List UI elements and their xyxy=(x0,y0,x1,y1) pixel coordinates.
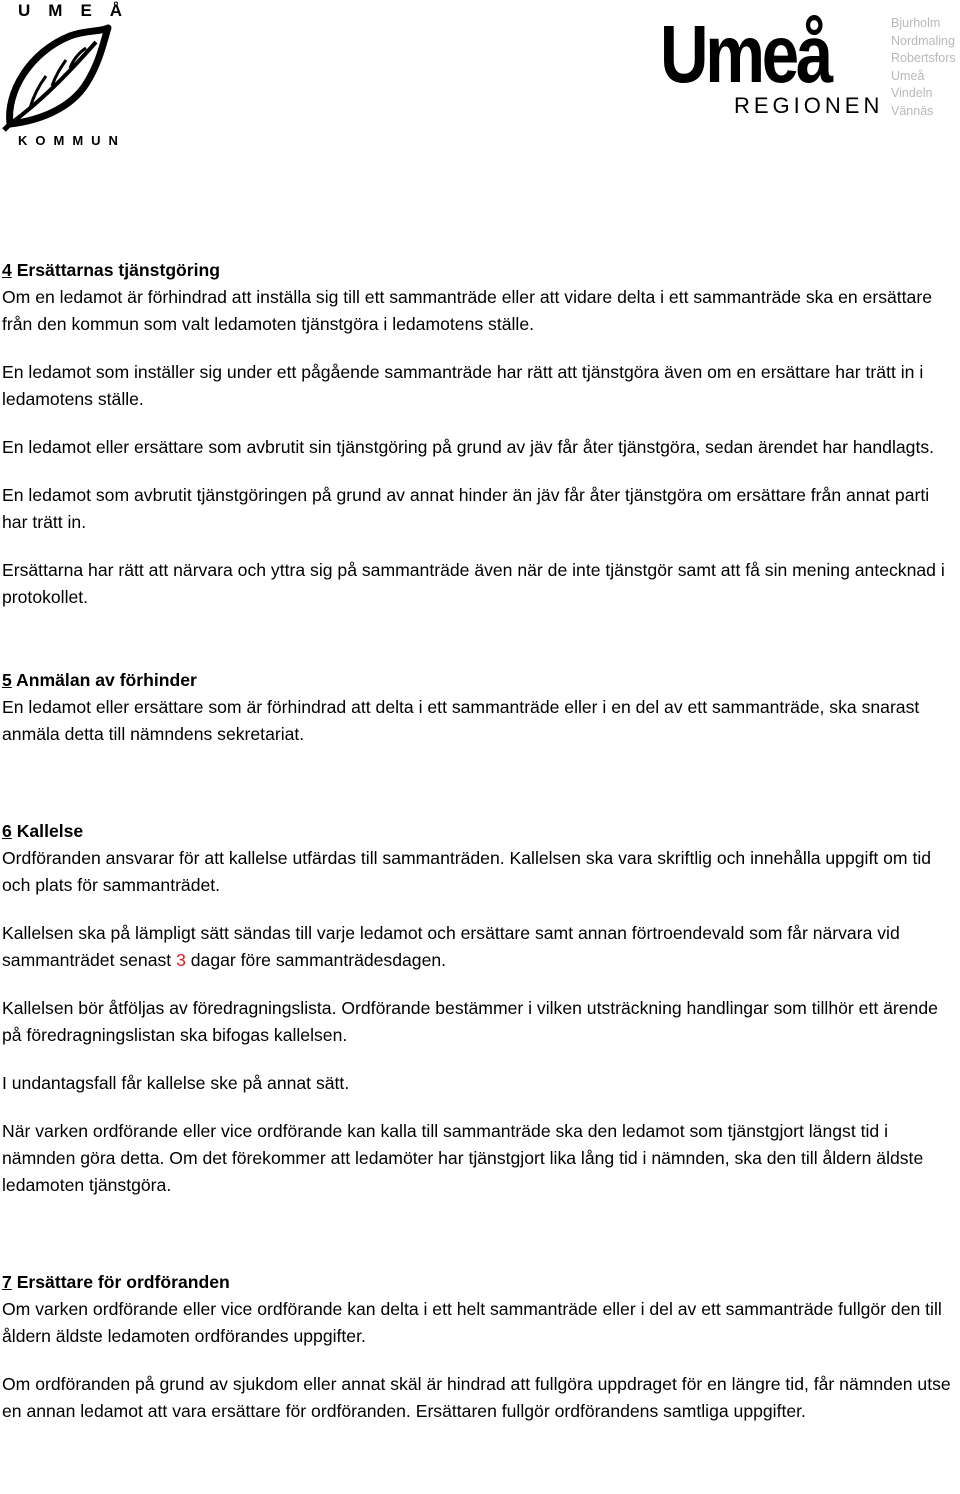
municipality-item: Vindeln xyxy=(891,86,933,101)
paragraph-text: Kallelsen ska på lämpligt sätt sändas till varje ledamot och ersättare samt annan förtroendevald som får närvara vid sammanträdet senast xyxy=(2,923,900,970)
umearegionen-logo xyxy=(660,0,960,130)
section-anmalan-av-forhinder xyxy=(2,667,958,748)
section-ersattare-for-ordforanden xyxy=(2,1269,958,1425)
logo-top-text: UMEÅ xyxy=(18,1,141,20)
paragraph: Om en ledamot är förhindrad att inställa sig till ett sammanträde eller att vidare delta i ett sammanträde ska en ersättare från den kommun som valt ledamoten tjänstgöra i ledamotens ställe. xyxy=(2,287,932,334)
section-title: Ersättare för ordföranden xyxy=(16,1272,230,1292)
logo-bottom-text: KOMMUN xyxy=(18,133,126,148)
section-heading xyxy=(2,1269,958,1296)
paragraph: Om varken ordförande eller vice ordförande kan delta i ett helt sammanträde eller i del av ett sammanträde fullgör den till åldern äldste ledamoten ordförandes uppgifter. xyxy=(2,1299,942,1346)
paragraph: En ledamot som inställer sig under ett pågående sammanträde har rätt att tjänstgöra även om en ersättare har trätt in i ledamotens ställe. xyxy=(2,362,924,409)
paragraph: Om ordföranden på grund av sjukdom eller annat skäl är hindrad att fullgöra uppdraget för en längre tid, får nämnden utse en annan ledamot att vara ersättare för ordföranden. Ersättaren fullgör ordförandens samtliga uppgifter. xyxy=(2,1374,951,1421)
section-title: Ersättarnas tjänstgöring xyxy=(16,260,221,280)
section-number: 4 xyxy=(2,260,12,280)
logo-region-text: REGIONEN xyxy=(734,93,884,118)
paragraph: Ersättarna har rätt att närvara och yttra sig på sammanträde även när de inte tjänstgör samt att få sin mening antecknad i protokollet. xyxy=(2,560,945,607)
birch-leaf-icon xyxy=(0,22,112,132)
umea-kommun-logo xyxy=(0,0,141,152)
section-kallelse xyxy=(2,818,958,1199)
section-heading xyxy=(2,257,958,284)
municipality-list xyxy=(891,15,960,121)
paragraph: Kallelsen bör åtföljas av föredragningslista. Ordförande bestämmer i vilken utsträckning handlingar som tillhör ett ärende på föredragningslistan ska bifogas kallelsen. xyxy=(2,998,938,1045)
paragraph: När varken ordförande eller vice ordförande kan kalla till sammanträde ska den ledamot som tjänstgjort längst tid i nämnden göra detta. Om det förekommer att ledamöter har tjänstgjort lika lång tid i nämnden, ska den till åldern äldste ledamoten tjänstgöra. xyxy=(2,1121,924,1195)
section-heading xyxy=(2,818,958,845)
municipality-item: Robertsfors xyxy=(891,51,956,66)
paragraph: I undantagsfall får kallelse ske på annat sätt. xyxy=(2,1073,350,1093)
section-title: Anmälan av förhinder xyxy=(16,670,197,690)
section-number: 5 xyxy=(2,670,12,690)
highlighted-days-value: 3 xyxy=(176,950,186,970)
paragraph-with-highlight xyxy=(2,920,958,974)
paragraph: En ledamot eller ersättare som är förhindrad att delta i ett sammanträde eller i en del av ett sammanträde, ska snarast anmäla detta till nämndens sekretariat. xyxy=(2,697,920,744)
municipality-item: Nordmaling xyxy=(891,33,955,48)
section-title: Kallelse xyxy=(16,821,84,841)
paragraph: En ledamot som avbrutit tjänstgöringen på grund av annat hinder än jäv får åter tjänstgöra om ersättare från annat parti har trätt in. xyxy=(2,485,930,532)
municipality-item: Vännäs xyxy=(891,103,934,118)
document-body xyxy=(2,257,958,1446)
paragraph-text: dagar före sammanträdesdagen. xyxy=(185,950,447,970)
paragraph: Ordföranden ansvarar för att kallelse utfärdas till sammanträden. Kallelsen ska vara skriftlig och innehålla uppgift om tid och plats för sammanträdet. xyxy=(2,848,932,895)
municipality-item: Umeå xyxy=(891,68,925,83)
logo-brand-text: Umeå xyxy=(660,9,831,100)
paragraph: En ledamot eller ersättare som avbrutit sin tjänstgöring på grund av jäv får åter tjänstgöra, sedan ärendet har handlagts. xyxy=(2,437,935,457)
section-number: 7 xyxy=(2,1272,12,1292)
section-ersattarnas-tjanstgoring xyxy=(2,257,958,611)
section-heading xyxy=(2,667,958,694)
section-number: 6 xyxy=(2,821,12,841)
municipality-item: Bjurholm xyxy=(891,16,941,30)
